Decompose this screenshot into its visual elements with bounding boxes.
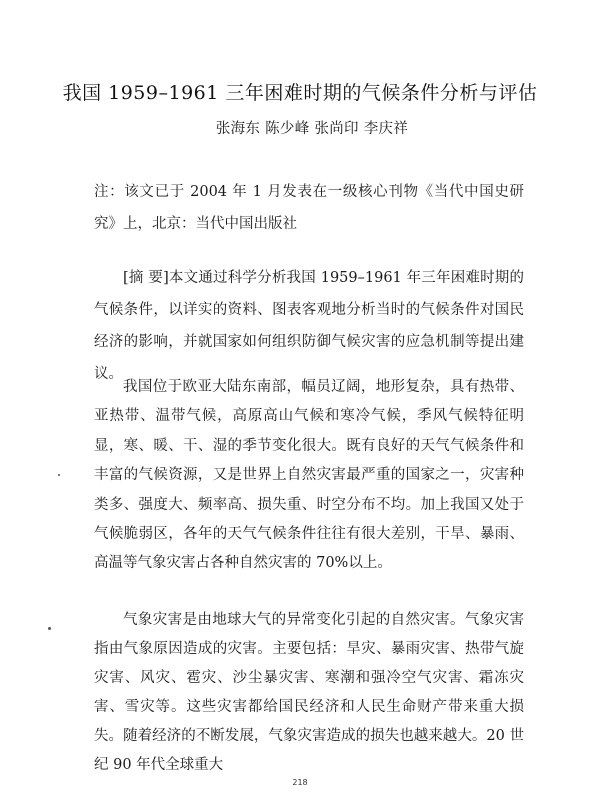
scan-speck bbox=[58, 474, 60, 476]
document-title: 我国 1959–1961 三年困难时期的气候条件分析与评估 bbox=[62, 82, 538, 104]
abstract-label: [摘 要] bbox=[123, 270, 169, 286]
abstract bbox=[94, 262, 524, 390]
author-line: 张海东 陈少峰 张尚印 李庆祥 bbox=[215, 121, 409, 137]
abstract-text: 本文通过科学分析我国 1959–1961 年三年困难时期的气候条件，以详实的资料、图表客观地分析当时的气候条件对国民经济的影响，并就国家如何组织防御气候灾害的应急机制等提出建议。 bbox=[94, 270, 524, 382]
scan-speck bbox=[48, 627, 51, 630]
body-paragraph-2: 气象灾害是由地球大气的异常变化引起的自然灾害。气象灾害指由气象原因造成的灾害。主要包括：旱灾、暴雨灾害、热带气旋灾害、风灾、雹灾、沙尘暴灾害、寒潮和强冷空气灾害、霜冻灾害、雪灾等。这些灾害都给国民经济和人民生命财产带来重大损失。随着经济的不断发展，气象灾害造成的损失也越来越大。20 世纪 90 年代全球重大 bbox=[94, 612, 524, 773]
body-paragraph-1: 我国位于欧亚大陆东南部，幅员辽阔，地形复杂，具有热带、亚热带、温带气候，高原高山气候和寒冷气候，季风气候特征明显，寒、暖、干、湿的季节变化很大。既有良好的天气气候条件和丰富的气候资源，又是世界上自然灾害最严重的国家之一，灾害种类多、强度大、频率高、损失重、时空分布不均。加上我国又处于气候脆弱区，各年的天气气候条件往往有很大差别，干旱、暴雨、高温等气象灾害占各种自然灾害的 70%以上。 bbox=[94, 379, 524, 572]
publication-note: 注：该文已于 2004 年 1 月发表在一级核心刊物《当代中国史研究》上，北京：当代中国出版社 bbox=[94, 184, 524, 232]
page-number: 218 bbox=[292, 778, 308, 787]
